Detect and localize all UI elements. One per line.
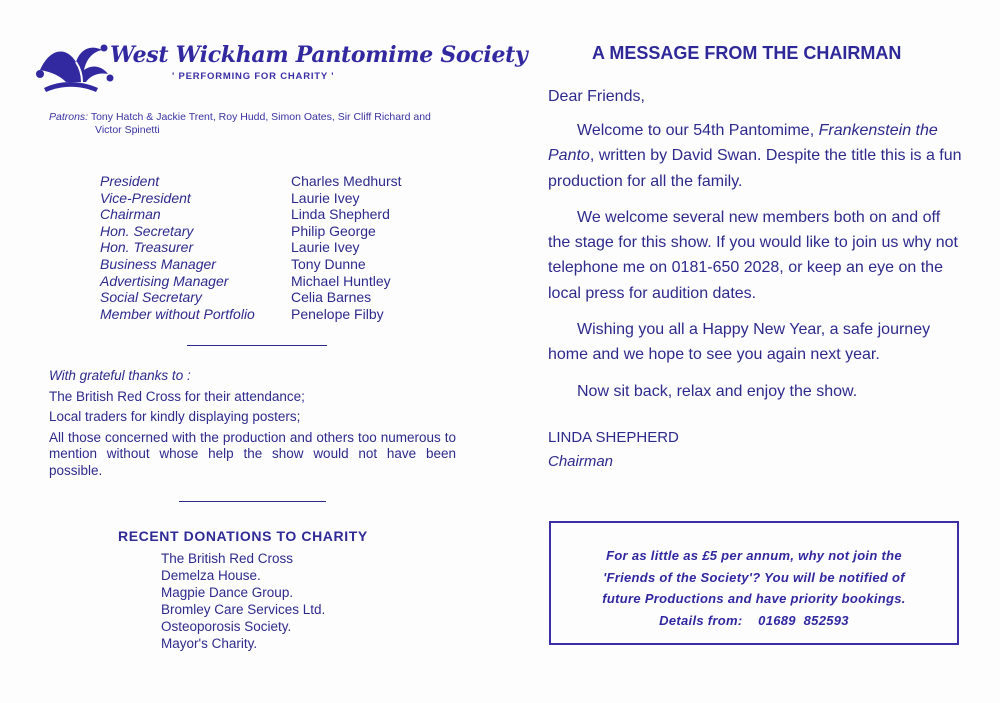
- message-body: [548, 118, 966, 415]
- divider: [187, 345, 327, 346]
- officer-row: [100, 190, 402, 207]
- officer-row: [100, 173, 402, 190]
- donation-item: The British Red Cross: [161, 551, 294, 566]
- officer-row: [100, 289, 402, 306]
- donation-item: Bromley Care Services Ltd.: [161, 602, 326, 617]
- officer-name: Celia Barnes: [291, 289, 372, 306]
- signoff-name: LINDA SHEPHERD: [548, 429, 679, 446]
- greeting: Dear Friends,: [548, 88, 645, 105]
- officer-role: Social Secretary: [100, 289, 202, 306]
- message-paragraph: Now sit back, relax and enjoy the show.: [577, 382, 858, 400]
- officer-role: Hon. Secretary: [100, 222, 194, 239]
- patrons: [49, 111, 469, 137]
- officer-role: Hon. Treasurer: [100, 239, 194, 256]
- officer-name: Laurie Ivey: [291, 189, 360, 206]
- officer-name: Michael Huntley: [291, 272, 391, 289]
- officer-row: [100, 256, 402, 273]
- message-paragraph: We welcome several new members both on and off the stage for this show. If you would like to join us why not telephone me on 0181-650 2028, or keep an eye on the local press for audition dates.: [548, 208, 958, 302]
- officer-role: President: [100, 173, 160, 189]
- officer-row: [100, 239, 402, 256]
- thanks-intro: With grateful thanks to :: [49, 368, 191, 383]
- friends-text: [551, 545, 957, 631]
- donation-item: Mayor's Charity.: [161, 636, 258, 651]
- signoff-title: Chairman: [548, 453, 614, 470]
- officer-name: Laurie Ivey: [291, 239, 360, 256]
- officer-name: Penelope Filby: [291, 305, 384, 322]
- patrons-names: Tony Hatch & Jackie Trent, Roy Hudd, Simon Oates, Sir Cliff Richard and: [90, 111, 431, 123]
- jester-hat-logo-icon: [36, 40, 116, 95]
- patrons-label: Patrons:: [49, 111, 89, 123]
- thanks-item: The British Red Cross for their attendance;: [49, 389, 305, 404]
- friends-line: For as little as £5 per annum, why not join the: [606, 548, 902, 563]
- friends-line: future Productions and have priority bookings.: [602, 591, 906, 606]
- donations-list: [161, 550, 325, 652]
- donation-item: Osteoporosis Society.: [161, 619, 292, 634]
- officer-name: Tony Dunne: [291, 255, 366, 272]
- officer-role: Vice-President: [100, 189, 191, 206]
- thanks-item: All those concerned with the production and others too numerous to mention without whose help the show would not have been possible.: [49, 429, 456, 478]
- officer-row: [100, 273, 402, 290]
- officer-role: Chairman: [100, 206, 161, 223]
- officer-name: Linda Shepherd: [291, 206, 390, 223]
- officer-name: Philip George: [291, 222, 376, 239]
- officer-name: Charles Medhurst: [291, 173, 402, 189]
- officer-role: Member without Portfolio: [100, 305, 255, 322]
- society-tagline: ' PERFORMING FOR CHARITY ': [172, 71, 335, 82]
- officer-row: [100, 223, 402, 240]
- friends-line: 'Friends of the Society'? You will be notified of: [603, 569, 905, 585]
- donation-item: Magpie Dance Group.: [161, 585, 294, 600]
- friends-contact: Details from: 01689 852593: [659, 612, 849, 628]
- divider: [179, 501, 326, 502]
- society-name: West Wickham Pantomime Society: [110, 42, 528, 68]
- message-text: Welcome to our 54th Pantomime,: [577, 122, 819, 139]
- officer-row: [100, 306, 402, 323]
- message-paragraph: [548, 118, 966, 194]
- friends-box: [549, 521, 959, 645]
- right-page: [500, 0, 1000, 703]
- patrons-names-cont: Victor Spinetti: [95, 124, 160, 136]
- officer-row: [100, 206, 402, 223]
- message-paragraph: Wishing you all a Happy New Year, a safe journey home and we hope to see you again next year.: [548, 321, 931, 364]
- officer-role: Advertising Manager: [100, 272, 229, 289]
- thanks-list: [49, 389, 456, 483]
- donations-heading: RECENT DONATIONS TO CHARITY: [118, 528, 368, 544]
- officer-role: Business Manager: [100, 255, 216, 272]
- message-title: A MESSAGE FROM THE CHAIRMAN: [592, 43, 902, 63]
- officers-list: [100, 173, 402, 322]
- message-text: , written by David Swan. Despite the title this is a fun production for all the family.: [548, 147, 962, 190]
- thanks-item: Local traders for kindly displaying posters;: [49, 409, 301, 425]
- donation-item: Demelza House.: [161, 568, 261, 583]
- show-title: Frankenstein the Panto: [548, 122, 938, 165]
